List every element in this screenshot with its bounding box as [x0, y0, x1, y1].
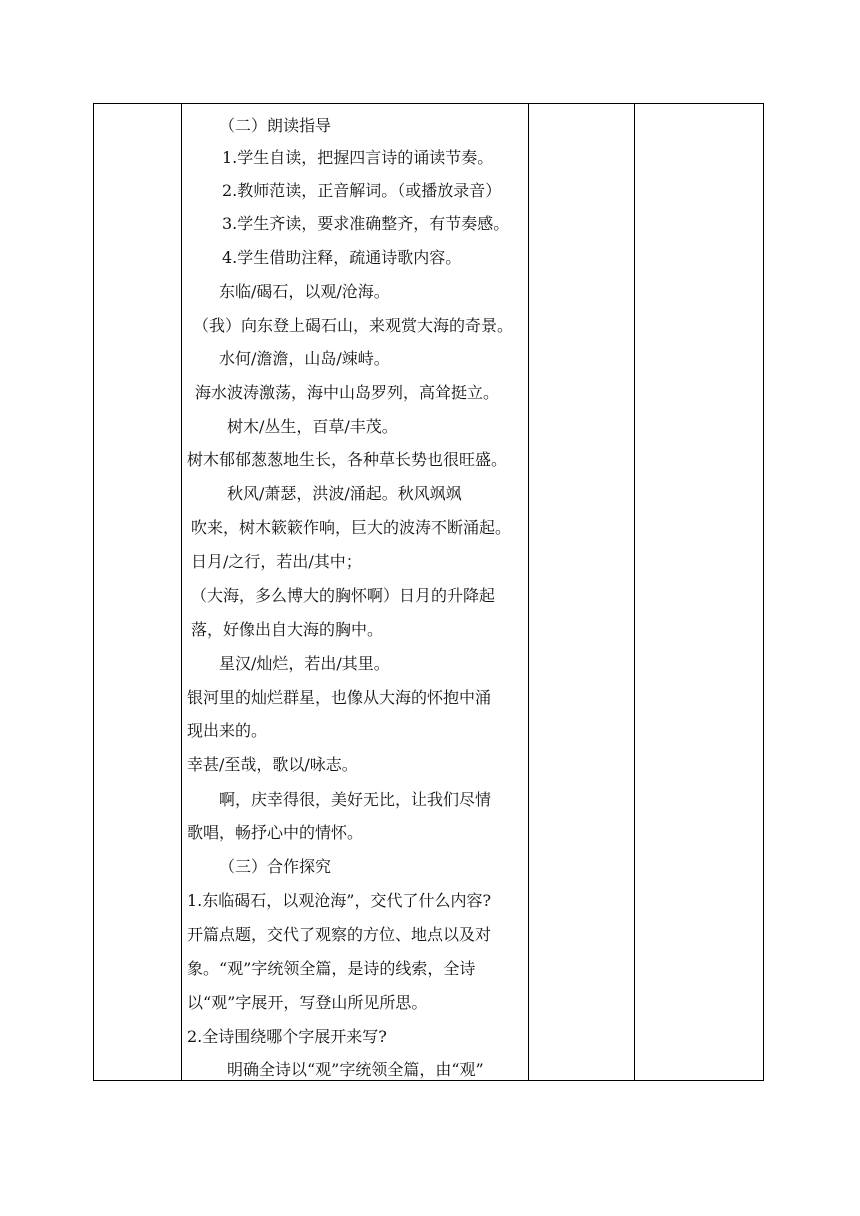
answer-line: 明确全诗以“观”字统领全篇，由“观”	[227, 1060, 484, 1079]
column-divider	[528, 104, 529, 1080]
text-line: 3.学生齐读，要求准确整齐，有节奏感。	[222, 214, 510, 233]
translation-line: 海水波涛激荡，海中山岛罗列，高耸挺立。	[195, 383, 500, 402]
translation-line: 树木郁郁葱葱地生长，各种草长势也很旺盛。	[187, 450, 508, 469]
poem-line: 秋风/萧瑟，洪波/涌起。秋风飒飒	[227, 484, 462, 503]
poem-line: 东临/碣石，以观/沧海。	[219, 282, 390, 301]
question-line: 1.东临碣石，以观沧海”，交代了什么内容?	[187, 891, 492, 910]
poem-line: 树木/丛生，百草/丰茂。	[227, 417, 398, 436]
lesson-plan-table	[93, 103, 764, 1081]
translation-line: （大海，多么博大的胸怀啊）日月的升降起	[191, 586, 496, 605]
answer-line: 开篇点题，交代了观察的方位、地点以及对	[187, 925, 492, 944]
translation-line: （我）向东登上碣石山，来观赏大海的奇景。	[193, 316, 514, 335]
translation-line: 现出来的。	[187, 721, 268, 740]
question-line: 2.全诗围绕哪个字展开来写?	[187, 1027, 387, 1046]
text-line: 1.学生自读，把握四言诗的诵读节奏。	[222, 148, 494, 167]
text-line: 2.教师范读，正音解词。（或播放录音）	[222, 181, 502, 200]
text-line: 4.学生借助注释，疏通诗歌内容。	[222, 248, 462, 267]
poem-line: 幸甚/至哉，歌以/咏志。	[187, 755, 358, 774]
column-divider	[634, 104, 635, 1080]
answer-line: 以“观”字展开，写登山所见所思。	[187, 993, 428, 1012]
poem-line: 星汉/灿烂，若出/其里。	[219, 654, 390, 673]
poem-line: 水何/澹澹，山岛/竦峙。	[219, 349, 390, 368]
poem-line: 日月/之行，若出/其中；	[191, 552, 362, 571]
translation-line: 啊，庆幸得很，美好无比，让我们尽情	[219, 790, 492, 809]
translation-line: 落，好像出自大海的胸中。	[191, 620, 384, 639]
translation-line: 银河里的灿烂群星，也像从大海的怀抱中涌	[187, 688, 492, 707]
section-heading: （二）朗读指导	[219, 116, 332, 135]
translation-line: 吹来，树木簌簌作响，巨大的波涛不断涌起。	[191, 518, 512, 537]
section-heading: （三）合作探究	[219, 857, 332, 876]
translation-line: 歌唱，畅抒心中的情怀。	[187, 823, 364, 842]
answer-line: 象。“观”字统领全篇，是诗的线索，全诗	[187, 959, 476, 978]
column-divider	[181, 104, 182, 1080]
